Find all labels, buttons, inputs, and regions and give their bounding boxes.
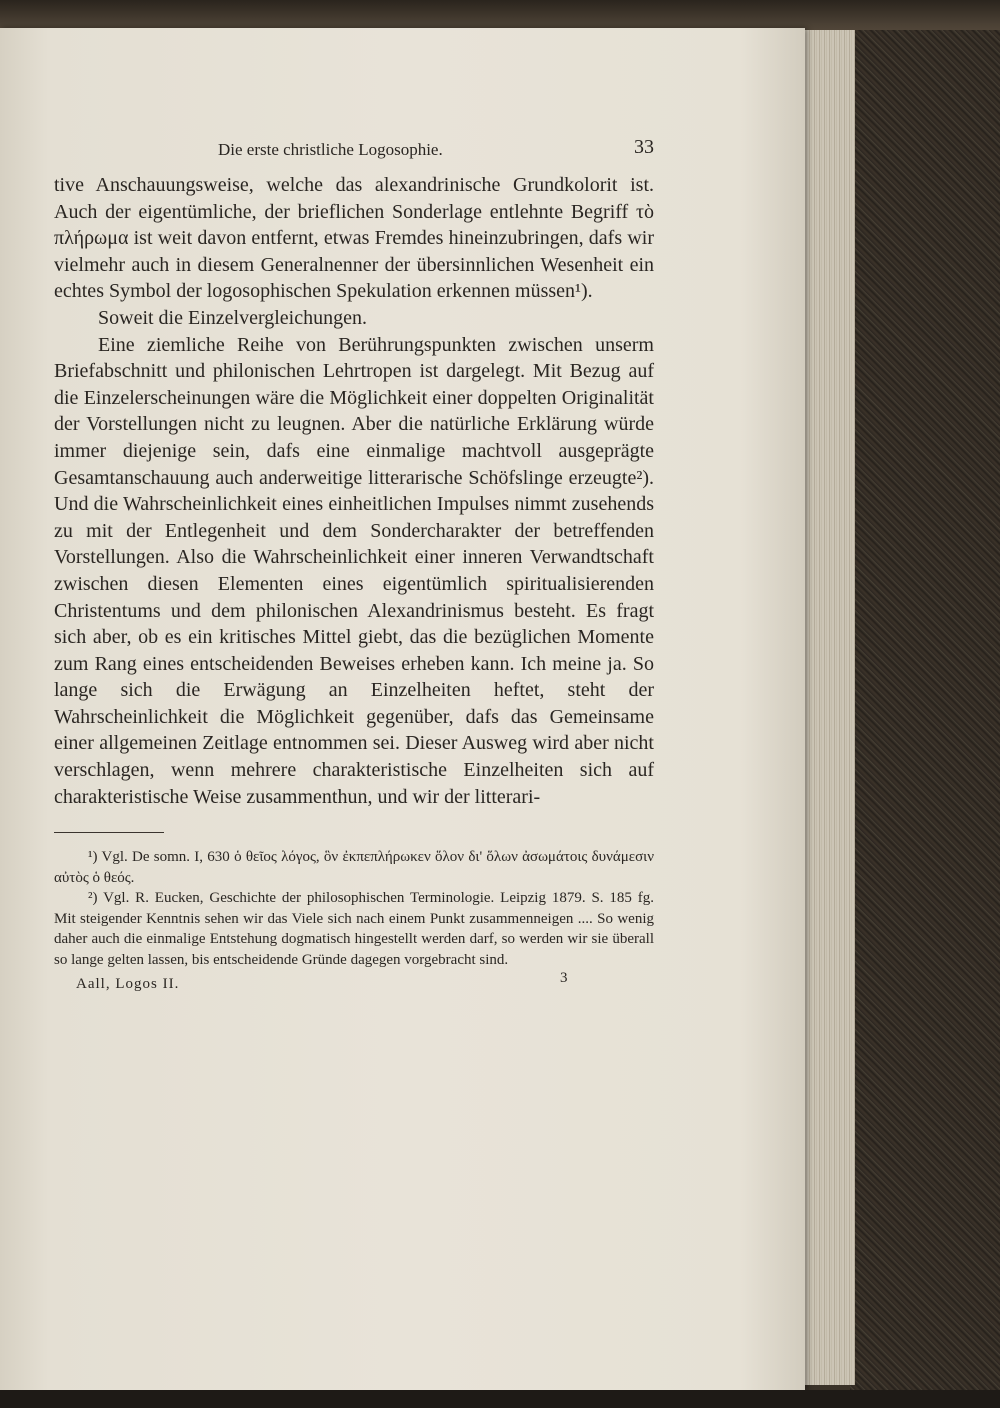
page-number: 33 [634,136,654,158]
sheet-number: 3 [560,970,568,987]
book-cover-edge [850,30,1000,1408]
running-header [54,136,654,172]
running-title: Die erste christliche Logosophie. [218,140,443,159]
bottom-shadow [0,1390,1000,1408]
main-text [54,172,654,810]
paragraph: Soweit die Einzelvergleichungen. [98,306,367,329]
footnotes [54,847,654,970]
footer-signature: Aall, Logos II. [76,976,180,993]
page-text [54,136,654,1000]
page-footer [54,970,654,1000]
paragraph: tive Anschauungsweise, welche das alexandrinische Grundkolorit ist. Auch der eigentümliche, der brieflichen Sonderlage entlehnte Begriff τὸ πλήρωμα ist weit davon entfernt, etwas Fremdes hineinzubringen, dafs wir vielmehr auch in diesem Generalnenner der übersinnlichen Wesenheit ein echtes Symbol der logosophischen Spekulation erkennen müssen¹). [54,174,654,303]
footnote-rule [54,832,164,833]
footnote: ²) Vgl. R. Eucken, Geschichte der philosophischen Terminologie. Leipzig 1879. S. 185 fg. Mit steigender Kenntnis sehen wir das Viele sich nach einem Punkt zusammenneigen .... So wenig daher auch die einmalige Entstehung dogmatisch hingestellt werden darf, so werden wir sie überall so lange gelten lassen, bis entscheidende Gründe dagegen vorgebracht sind. [54,890,654,968]
footnote: ¹) Vgl. De somn. I, 630 ὁ θεῖος λόγος, ὃν ἐκπεπλήρωκεν ὅλον δι' ὅλων ἀσωμάτοις δυνάμεσιν αὐτὸς ὁ θεός. [54,849,654,886]
paragraph: Eine ziemliche Reihe von Berührungspunkten zwischen unserm Briefabschnitt und philonischen Lehrtropen ist dargelegt. Mit Bezug auf die Einzelerscheinungen wäre die Möglichkeit einer doppelten Originalität der Vorstellungen nicht zu leugnen. Aber die natürliche Erklärung würde immer diejenige sein, dafs eine einmalige machtvoll ausgeprägte Gesamtanschauung auch anderweitige litterarische Schöfslinge erzeugte²). Und die Wahrscheinlichkeit eines einheitlichen Impulses nimmt zusehends zu mit der Entlegenheit und dem Sondercharakter der betreffenden Vorstellungen. Also die Wahrscheinlichkeit einer inneren Verwandtschaft zwischen diesen Elementen eines eigentümlich spiritualisierenden Christentums und dem philonischen Alexandrinismus besteht. Es fragt sich aber, ob es ein kritisches Mittel giebt, das die bezüglichen Momente zum Rang eines entscheidenden Beweises erheben kann. Ich meine ja. So lange sich die Erwägung an Einzelheiten heftet, steht der Wahrscheinlichkeit die Möglichkeit gegenüber, dafs das Gemeinsame einer allgemeinen Zeitlage entnommen sei. Dieser Ausweg wird aber nicht verschlagen, wenn mehrere charakteristische Einzelheiten sich auf charakteristische Weise zusammenthun, und wir der litterari- [54,333,654,808]
